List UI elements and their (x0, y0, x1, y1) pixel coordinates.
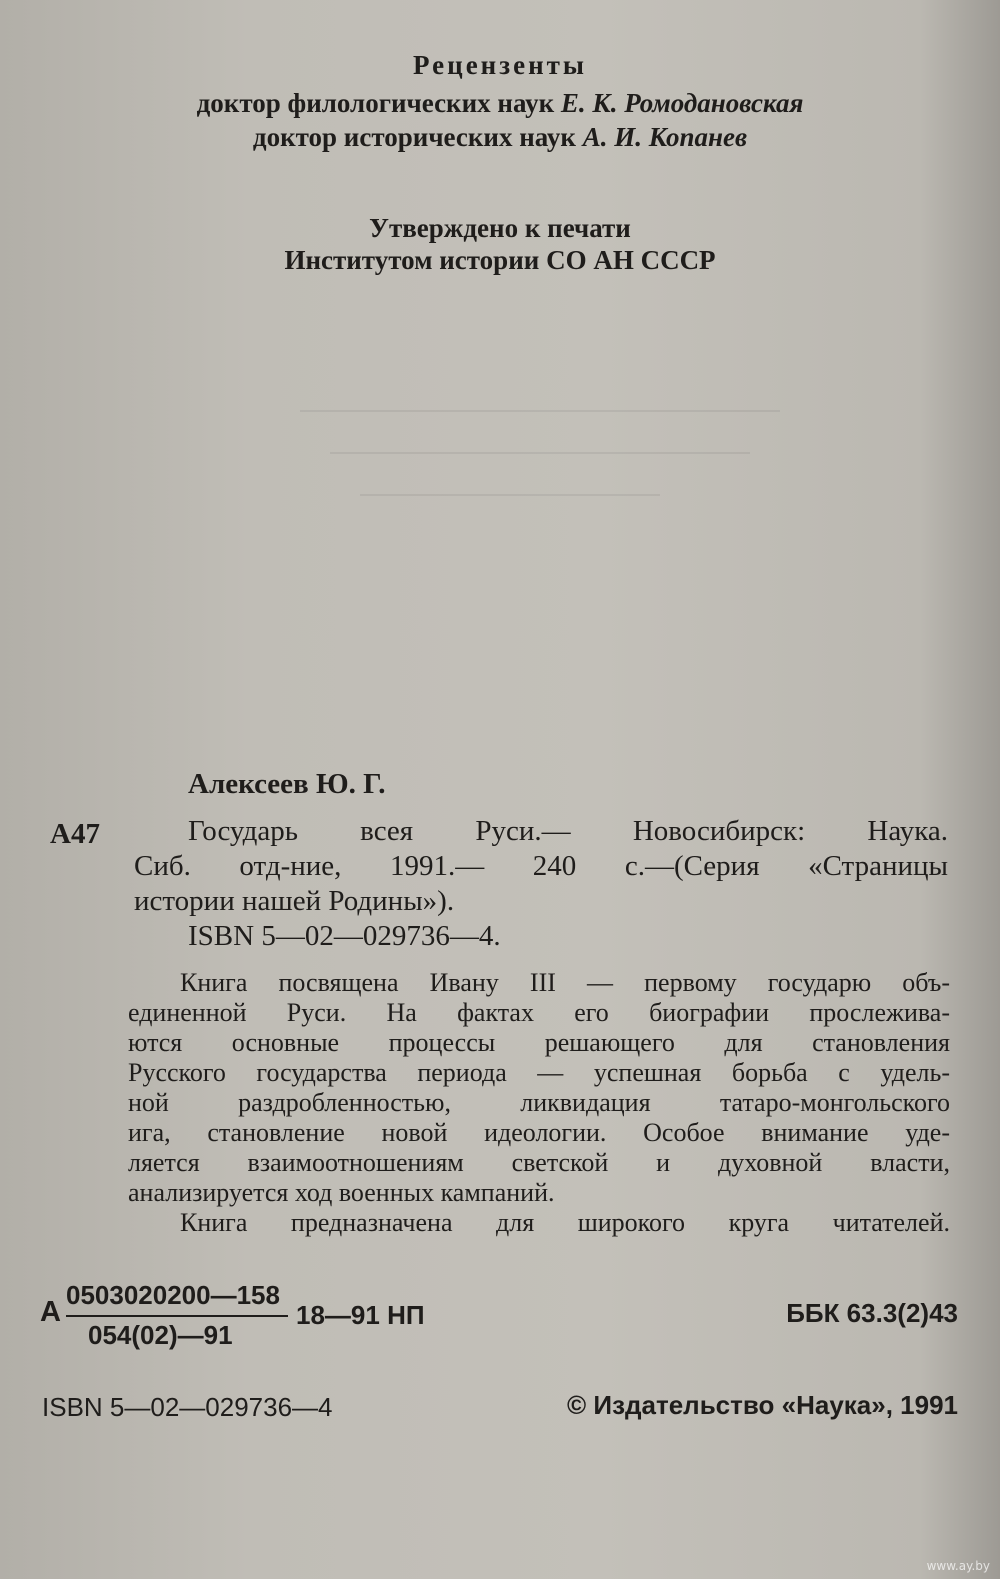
bleed-through-mark (300, 410, 780, 412)
catalog-entry-line-1: Государь всея Руси.— Новосибирск: Наука. (188, 815, 948, 847)
approval-line-1: Утверждено к печати (369, 213, 631, 243)
imprint-bbk: ББК 63.3(2)43 (786, 1298, 958, 1328)
reviewer-line-1 (0, 88, 1000, 119)
reviewer-2-name: А. И. Копанев (582, 122, 748, 152)
reviewer-1-name: Е. К. Ромодановская (560, 88, 804, 118)
catalog-entry-line-2: Сиб. отд-ние, 1991.— 240 с.—(Серия «Страницы (134, 850, 948, 882)
annotation-line: ной раздробленностью, ликвидация татаро-монгольского (128, 1088, 950, 1117)
catalog-author: Алексеев Ю. Г. (188, 768, 386, 800)
approval-line-2: Институтом истории СО АН СССР (284, 245, 716, 275)
annotation-purpose: Книга предназначена для широкого круга читателей. (180, 1208, 950, 1237)
annotation-line: Книга посвящена Ивану III — первому государю объ- (180, 968, 950, 997)
annotation-line: Русского государства периода — успешная борьба с удель- (128, 1058, 950, 1087)
reviewer-line-2 (0, 122, 1000, 153)
annotation-line: анализируется ход военных кампаний. (128, 1178, 555, 1207)
catalog-isbn: ISBN 5—02—029736—4. (188, 920, 501, 952)
imprint-copyright: © Издательство «Наука», 1991 (567, 1390, 958, 1420)
annotation-line: ига, становление новой идеологии. Особое внимание уде- (128, 1118, 950, 1147)
bleed-through-mark (330, 452, 750, 454)
imprint-denominator: 054(02)—91 (88, 1320, 233, 1350)
imprint-letter: А (40, 1296, 61, 1328)
imprint-isbn: ISBN 5—02—029736—4 (42, 1392, 333, 1422)
bleed-through-mark (360, 494, 660, 496)
annotation-line: ляется взаимоотношениям светской и духовной власти, (128, 1148, 950, 1177)
catalog-entry-line-3: истории нашей Родины»). (134, 885, 455, 917)
imprint-plan: 18—91 НП (296, 1300, 425, 1330)
imprint-numerator: 0503020200—158 (66, 1280, 280, 1310)
fraction-line (66, 1315, 288, 1317)
annotation-line: ются основные процессы решающего для становления (128, 1028, 950, 1057)
watermark: www.ay.by (926, 1559, 990, 1573)
reviewer-2-degree: доктор исторических наук (252, 122, 576, 152)
annotation (128, 968, 950, 1238)
annotation-line: единенной Руси. На фактах его биографии прослежива- (128, 998, 950, 1027)
reviewers-heading: Рецензенты (413, 50, 587, 80)
catalog-code: А47 (50, 818, 100, 850)
reviewer-1-degree: доктор филологических наук (196, 88, 555, 118)
